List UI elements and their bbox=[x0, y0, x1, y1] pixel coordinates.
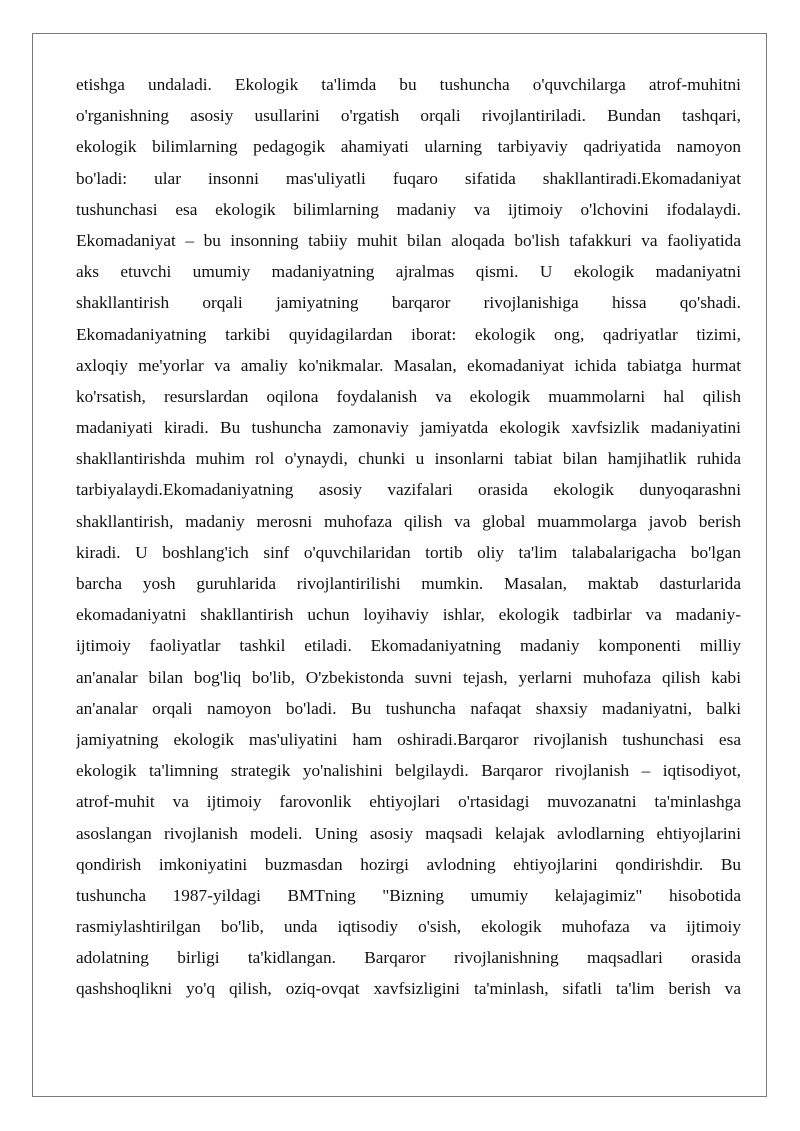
text-line: tushunchasi esa ekologik bilimlarning madaniy va ijtimoiy o'lchovini ifodalaydi. bbox=[76, 199, 741, 219]
text-line: kiradi. U boshlang'ich sinf o'quvchilaridan tortib oliy ta'lim talabalarigacha bo'lgan bbox=[76, 542, 741, 562]
text-line: madaniyati kiradi. Bu tushuncha zamonaviy jamiyatda ekologik xavfsizlik madaniyatini bbox=[76, 418, 741, 438]
text-line: tushuncha 1987-yildagi BMTning "Bizning umumiy kelajagimiz" hisobotida bbox=[76, 885, 741, 905]
text-line: etishga undaladi. Ekologik ta'limda bu tushuncha o'quvchilarga atrof-muhitni bbox=[76, 75, 741, 94]
text-line: o'rganishning asosiy usullarini o'rgatish orqali rivojlantiriladi. Bundan tashqari, bbox=[76, 106, 741, 126]
text-line: qashshoqlikni yo'q qilish, oziq-ovqat xavfsizligini ta'minlash, sifatli ta'lim berish va bbox=[76, 979, 741, 999]
text-line: ekologik ta'limning strategik yo'nalishini belgilaydi. Barqaror rivojlanish – iqtisodiyot, bbox=[76, 761, 741, 781]
text-line: ijtimoiy faoliyatlar tashkil etiladi. Ekomadaniyatning madaniy komponenti milliy bbox=[76, 636, 741, 656]
text-line: an'analar bilan bog'liq bo'lib, O'zbekistonda suvni tejash, yerlarni muhofaza qilish kabi bbox=[76, 667, 741, 687]
text-line: tarbiyalaydi.Ekomadaniyatning asosiy vazifalari orasida ekologik dunyoqarashni bbox=[76, 480, 741, 500]
text-line: shakllantirish orqali jamiyatning barqaror rivojlanishiga hissa qo'shadi. bbox=[76, 293, 741, 313]
text-line: barcha yosh guruhlarida rivojlantirilishi mumkin. Masalan, maktab dasturlarida bbox=[76, 574, 741, 593]
text-line: aks etuvchi umumiy madaniyatning ajralmas qismi. U ekologik madaniyatni bbox=[76, 262, 741, 282]
text-line: Ekomadaniyat – bu insonning tabiiy muhit bilan aloqada bo'lish tafakkuri va faoliyatida bbox=[76, 230, 741, 250]
text-line: qondirish imkoniyatini buzmasdan hozirgi avlodning ehtiyojlarini qondirishdir. Bu bbox=[76, 854, 741, 874]
text-line: an'analar orqali namoyon bo'ladi. Bu tushuncha nafaqat shaxsiy madaniyatni, balki bbox=[76, 698, 741, 718]
text-line: ekologik bilimlarning pedagogik ahamiyati ularning tarbiyaviy qadriyatida namoyon bbox=[76, 137, 741, 157]
text-line: Ekomadaniyatning tarkibi quyidagilardan iborat: ekologik ong, qadriyatlar tizimi, bbox=[76, 324, 741, 344]
text-line: rasmiylashtirilgan bo'lib, unda iqtisodiy o'sish, ekologik muhofaza va ijtimoiy bbox=[76, 917, 741, 937]
text-line: adolatning birligi ta'kidlangan. Barqaror rivojlanishning maqsadlari orasida bbox=[76, 948, 741, 968]
text-line: atrof-muhit va ijtimoiy farovonlik ehtiyojlari o'rtasidagi muvozanatni ta'minlashga bbox=[76, 792, 741, 812]
text-line: asoslangan rivojlanish modeli. Uning asosiy maqsadi kelajak avlodlarning ehtiyojlarini bbox=[76, 823, 741, 843]
text-line: axloqiy me'yorlar va amaliy ko'nikmalar. Masalan, ekomadaniyat ichida tabiatga hurmat bbox=[76, 355, 741, 375]
text-line: ekomadaniyatni shakllantirish uchun loyihaviy ishlar, ekologik tadbirlar va madaniy- bbox=[76, 605, 741, 625]
body-text bbox=[76, 69, 741, 1005]
text-line: bo'ladi: ular insonni mas'uliyatli fuqaro sifatida shakllantiradi.Ekomadaniyat bbox=[76, 168, 741, 188]
text-line: shakllantirish, madaniy merosni muhofaza qilish va global muammolarga javob berish bbox=[76, 511, 741, 531]
text-line: shakllantirishda muhim rol o'ynaydi, chunki u insonlarni tabiat bilan hamjihatlik ruhida bbox=[76, 449, 741, 469]
text-line: ko'rsatish, resurslardan oqilona foydalanish va ekologik muammolarni hal qilish bbox=[76, 386, 741, 406]
text-line: jamiyatning ekologik mas'uliyatini ham oshiradi.Barqaror rivojlanish tushunchasi esa bbox=[76, 729, 741, 749]
